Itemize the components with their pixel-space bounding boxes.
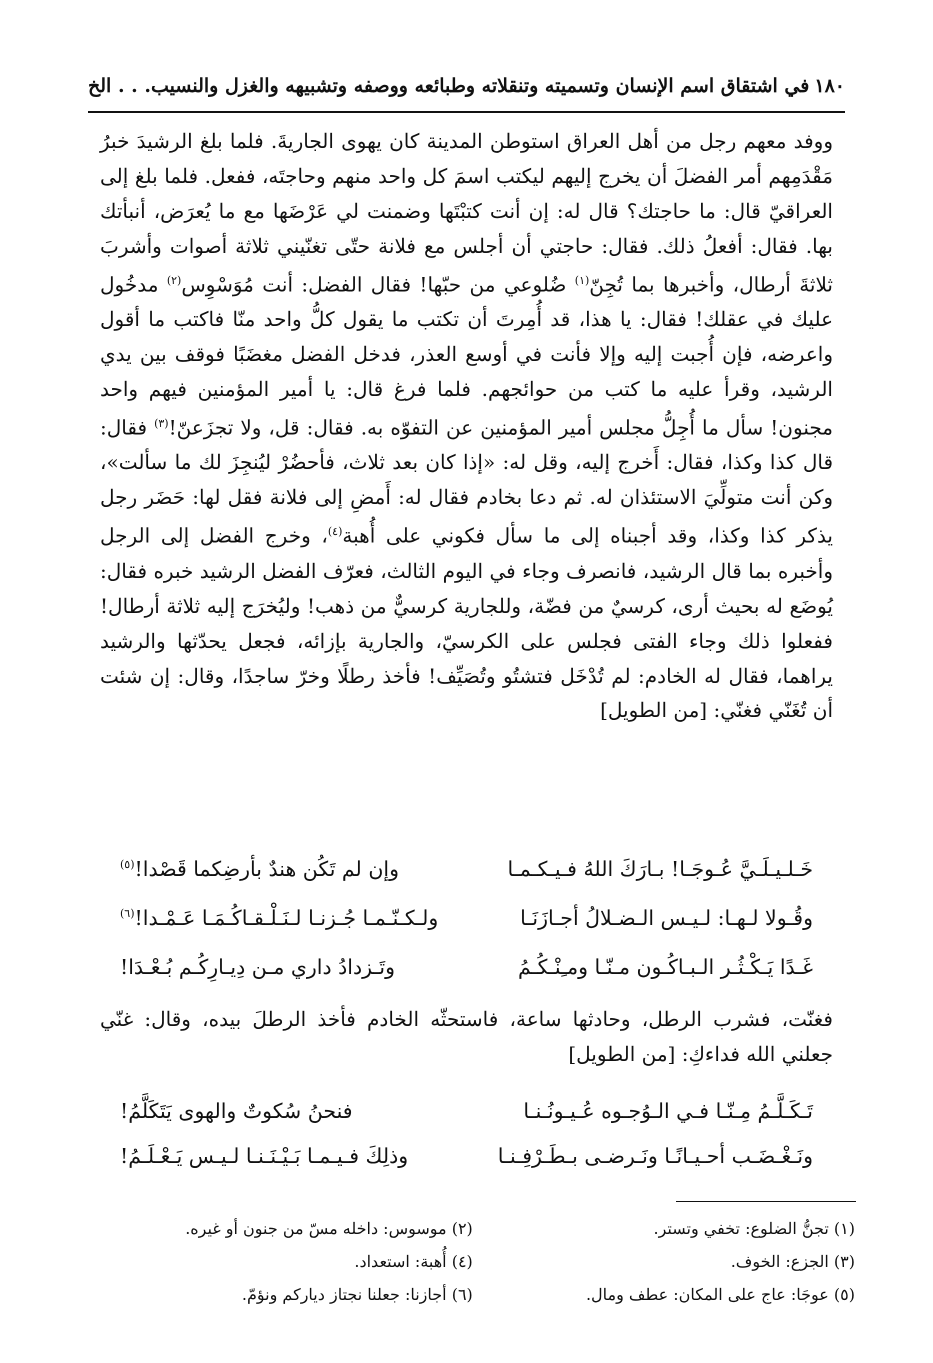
footnote-row: [120, 1245, 855, 1278]
main-text: [100, 124, 833, 728]
verse-first-hemistich: خَـلـيـلَـيَّ عُـوجَـا! بـارَكَ اللهُ فـيـكـمـا: [507, 856, 813, 881]
footnote-2: (٢) موسوس: داخله مسّ من جنون أو غيره.: [185, 1219, 473, 1238]
page-number: ١٨٠: [814, 75, 845, 97]
footnote-ref-4: (٤): [327, 525, 343, 539]
footnote-ref-6: (٦): [120, 906, 135, 920]
verse: [120, 1088, 813, 1133]
footnote-ref-5: (٥): [120, 857, 135, 871]
prose-paragraph-1: ووفد معهم رجل من أهل العراق استوطن المدينة كان يهوى الجاريةَ. فلما بلغ الرشيدَ خبرُ مَقْدَمِهم أمر الفضلَ أن يخرج إليهم ليكتب اسمَ كل واحد منهم وحاجتَه، ففعل. فلما بلغ إلى العراقيّ قال: ما حاجتك؟ قال له: إن أنت كتبْتَها وضمنت لي عَرْضَها مع ما يُعرَض، أنبأتك بها. فقال: أفعلُ ذلك. فقال: حاجتي أن أجلس مع فلانة حتّى تغنّيني ثلاثة أصوات وأشربَ ثلاثةَ أرطال، وأخبرها بما تُجِنّ$^{(١)}$ ضُلوعي من حبّها! فقال الفضل: أنت مُوَسْوِس$^{(٢)}$ مدخُول عليك في عقلك! فقال: يا هذا، قد أُمِرتَ أن تكتب ما يقول كلُّ واحد منّا فاكتب ما أقول واعرضه، فإن أُجبت إليه وإلا فأنت في أوسع العذر، فدخل الفضل مغضَبًا فوقف بين يدي الرشيد، وقرأ عليه ما كتب من حوائجهم. فلما فرغ قال: يا أمير المؤمنين فيهم واحد مجنون! سأل ما أُجِلُّ مجلس أمير المؤمنين عن التفوّه به. فقال: قل، ولا تجزَعنّ!$^{(٣)}$ فقال: قال كذا وكذا، فقال: أَخرج إليه، وقل له: «إذا كان بعد ثلاث، فأحضُرْ ليُنجِزَ لك ما سألت»، وكن أنت متولِّيَ الاستئذان له. ثم دعا بخادم فقال له: أَمضِ إلى فلانة فقل لها: حَضَر رجل يذكر كذا وكذا، وقد أجبناه إلى ما سأل فكوني على أُهبة$^{(٤)}$، وخرج الفضل إلى الرجل وأخبره بما قال الرشيد، فانصرف وجاء في اليوم الثالث، فعرّف الفضل الرشيد خبره فقال: يُوضَع له بحيث أرى، كرسيٌ من فضّة، وللجارية كرسيٌّ من ذهب! وليُخرَج إليه ثلاثة أرطال! ففعلوا ذلك وجاء الفتى فجلس على الكرسيّ، والجارية بإزائه، فجعل يحدّثها والرشيد يراهما، فقال له الخادم: لم تُدْخَل فتشتُو وتُصَيِّف! فأخذ رطلًا وخرّ ساجدًا، وقال: إن شئت أن تُغَنّي فغنّي: [من الطويل]: [100, 129, 834, 723]
footnote-ref-1: (١): [574, 273, 590, 287]
footnote-row: [120, 1212, 855, 1245]
poem-2: [120, 1088, 813, 1178]
verse: [120, 1133, 813, 1178]
footnote-row: [120, 1278, 855, 1311]
footnote-ref-2: (٢): [166, 273, 182, 287]
footnote-ref-3: (٣): [154, 416, 169, 430]
verse-second-hemistich: وذلِكَ فـيـمـا بَـيْـنَـنـا لـيـس يَـعْـلَـمُ!: [120, 1143, 409, 1168]
verse-first-hemistich: ونَـغْـضَـب أحـيـانًـا ونَـرضـى بـطَـرْفِـنـا: [497, 1143, 813, 1168]
footnote-1: (١) تجنُّ الضلوع: تخفي وتستر.: [653, 1219, 855, 1238]
verse: [120, 844, 813, 893]
running-header: [88, 66, 845, 106]
prose-paragraph-2: فغنّت، فشرب الرطل، وحادثها ساعة، فاستحثّه الخادم فأخذ الرطلَ بيده، وقال: غنّي جعلني الله فداءكِ: [من الطويل]: [100, 1007, 833, 1066]
header-divider: [88, 111, 845, 113]
verse-second-hemistich: وتَـزدادُ داري مـن دِيـارِكُـم بُـعْـدَا!: [120, 954, 395, 979]
verse-first-hemistich: تَـكَـلَّـمُ مِـنّـا فـي الـوُجـوه عُـيـونُـنـا: [523, 1098, 813, 1123]
footnote-divider: [676, 1201, 856, 1202]
prose-paragraph-2-container: [100, 1002, 833, 1072]
footnote-5: (٥) عوجَا: عاج على المكان: عطف ومال.: [585, 1285, 855, 1304]
footnote-3: (٣) الجزع: الخوف.: [730, 1252, 855, 1271]
verse: [120, 942, 813, 991]
running-title: في اشتقاق اسم الإنسان وتسميته وتنقلاته وطبائعه ووصفه وتشبيهه والغزل والنسيب. . . الخ: [88, 75, 810, 97]
verse-second-hemistich: فنحنُ سُكوتٌ والهوى يَتَكَلَّمُ!: [120, 1098, 353, 1123]
footnotes: [120, 1212, 855, 1311]
verse-second-hemistich: وإن لم تَكُن هندٌ بأرضِكما قَصْدا!$^{(٥)}$: [120, 856, 399, 881]
footnote-4: (٤) أُهبة: استعداد.: [354, 1252, 473, 1271]
verse-first-hemistich: وقُـولا لـهـا: لـيـس الـضـلالُ أجـازَنَـا: [520, 905, 813, 930]
verse: [120, 893, 813, 942]
poem-1: [120, 844, 813, 991]
verse-first-hemistich: غَـدًا يَـكْـثُـر الـبـاكُـون مـنّـا ومـِنْـكُـمُ: [517, 954, 813, 979]
verse-second-hemistich: ولـكـنّـمـا جُـزنـا لـنَـلْـقـاكُـمَـا عَـمْـدا!$^{(٦)}$: [120, 905, 439, 930]
footnote-6: (٦) أجازنا: جعلنا نجتاز دياركم ونؤمّ.: [241, 1285, 473, 1304]
